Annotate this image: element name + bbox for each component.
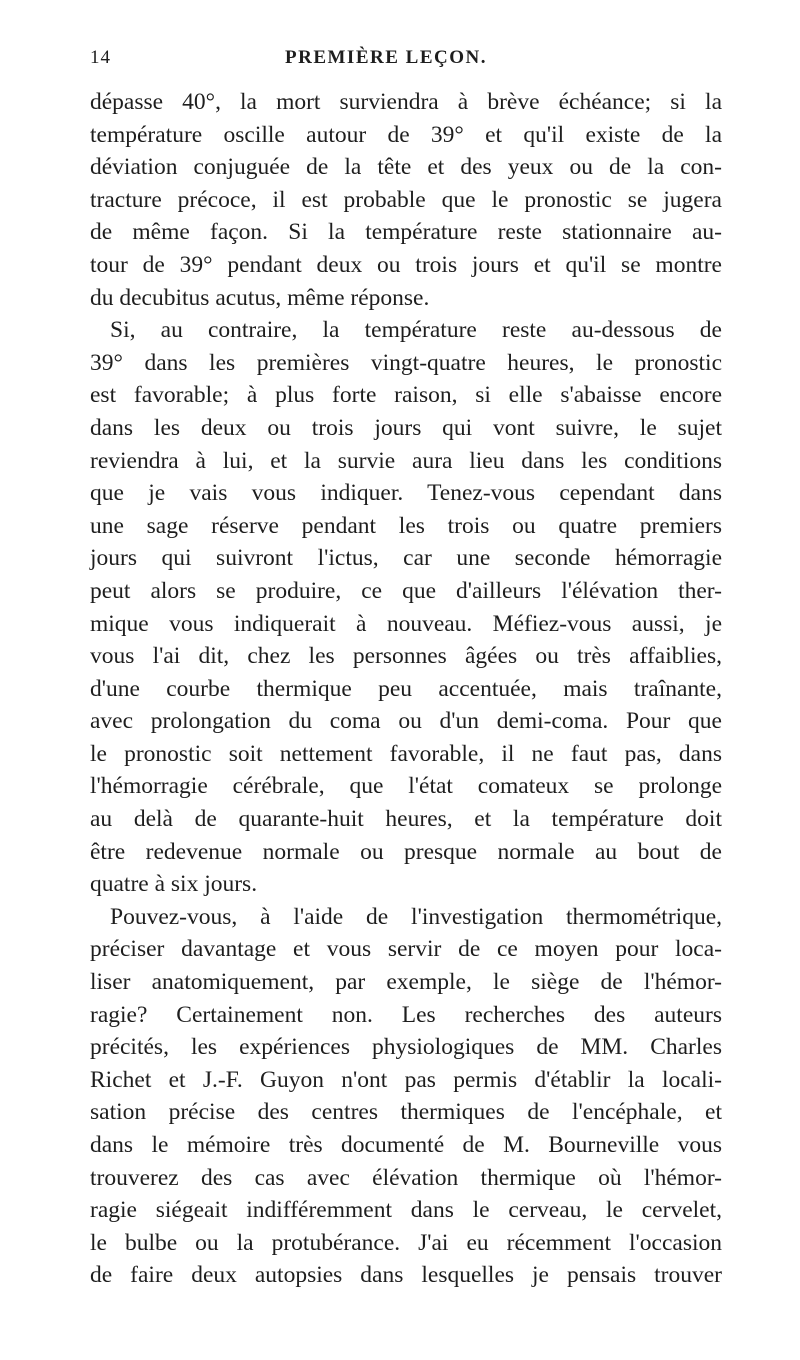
text-line: tracture précoce, il est probable que le pronostic se jugera [90, 186, 722, 213]
text-line: dépasse 40°, la mort surviendra à brève échéance; si la [90, 89, 722, 115]
text-line: 39° dans les premières vingt-quatre heures, le pronostic [90, 349, 722, 376]
text-line: quatre à six jours. [90, 871, 258, 898]
text-line: peut alors se produire, ce que d'ailleurs l'élévation ther- [90, 577, 722, 604]
text-line: précités, les expériences physiologiques de MM. Charles [90, 1034, 722, 1061]
text-line: trouverez des cas avec élévation thermique où l'hémor- [90, 1164, 722, 1191]
text-line: au delà de quarante-huit heures, et la température doit [90, 806, 722, 833]
text-line: être redevenue normale ou presque normale au bout de [90, 838, 722, 865]
text-line: ragie siégeait indifféremment dans le cerveau, le cervelet, [90, 1197, 722, 1224]
text-line: mique vous indiquerait à nouveau. Méfiez-vous aussi, je [90, 610, 722, 637]
text-line: Richet et J.-F. Guyon n'ont pas permis d'établir la locali- [90, 1066, 722, 1093]
text-line: sation précise des centres thermiques de l'encéphale, et [90, 1099, 722, 1126]
running-title: PREMIÈRE LEÇON. [285, 47, 487, 68]
text-line: vous l'ai dit, chez les personnes âgées ou très affaiblies, [90, 643, 722, 670]
text-line: dans le mémoire très documenté de M. Bourneville vous [90, 1132, 722, 1158]
text-line: température oscille autour de 39° et qu'il existe de la [90, 121, 722, 148]
text-line: dans les deux ou trois jours qui vont suivre, le sujet [90, 414, 722, 441]
page-number: 14 [90, 47, 111, 68]
text-line: reviendra à lui, et la survie aura lieu dans les conditions [90, 447, 722, 474]
text-line: est favorable; à plus forte raison, si elle s'abaisse encore [90, 382, 722, 409]
text-line: liser anatomiquement, par exemple, le siège de l'hémor- [90, 969, 722, 996]
text-line: ragie? Certainement non. Les recherches des auteurs [90, 1001, 722, 1028]
text-line: de faire deux autopsies dans lesquelles je pensais trouver [90, 1262, 722, 1289]
text-line: du decubitus acutus, même réponse. [90, 284, 430, 311]
text-line: avec prolongation du coma ou d'un demi-coma. Pour que [90, 708, 722, 735]
text-line: jours qui suivront l'ictus, car une seconde hémorragie [90, 545, 722, 572]
text-line: une sage réserve pendant les trois ou quatre premiers [90, 512, 722, 539]
text-line: que je vais vous indiquer. Tenez-vous cependant dans [90, 480, 722, 507]
text-line: déviation conjuguée de la tête et des yeux ou de la con- [90, 154, 722, 181]
text-line: préciser davantage et vous servir de ce moyen pour loca- [90, 936, 722, 963]
page-header [90, 47, 720, 77]
text-line: tour de 39° pendant deux ou trois jours et qu'il se montre [90, 251, 722, 278]
text-line: le pronostic soit nettement favorable, il ne faut pas, dans [90, 740, 722, 767]
text-line: de même façon. Si la température reste stationnaire au- [90, 219, 722, 246]
text-line: d'une courbe thermique peu accentuée, mais traînante, [90, 675, 722, 702]
text-line: le bulbe ou la protubérance. J'ai eu récemment l'occasion [90, 1229, 722, 1256]
text-line: l'hémorragie cérébrale, que l'état comateux se prolonge [90, 773, 722, 800]
text-line: Si, au contraire, la température reste au-dessous de [110, 317, 722, 344]
text-line: Pouvez-vous, à l'aide de l'investigation thermométrique, [110, 903, 722, 930]
body-text [90, 86, 722, 1292]
